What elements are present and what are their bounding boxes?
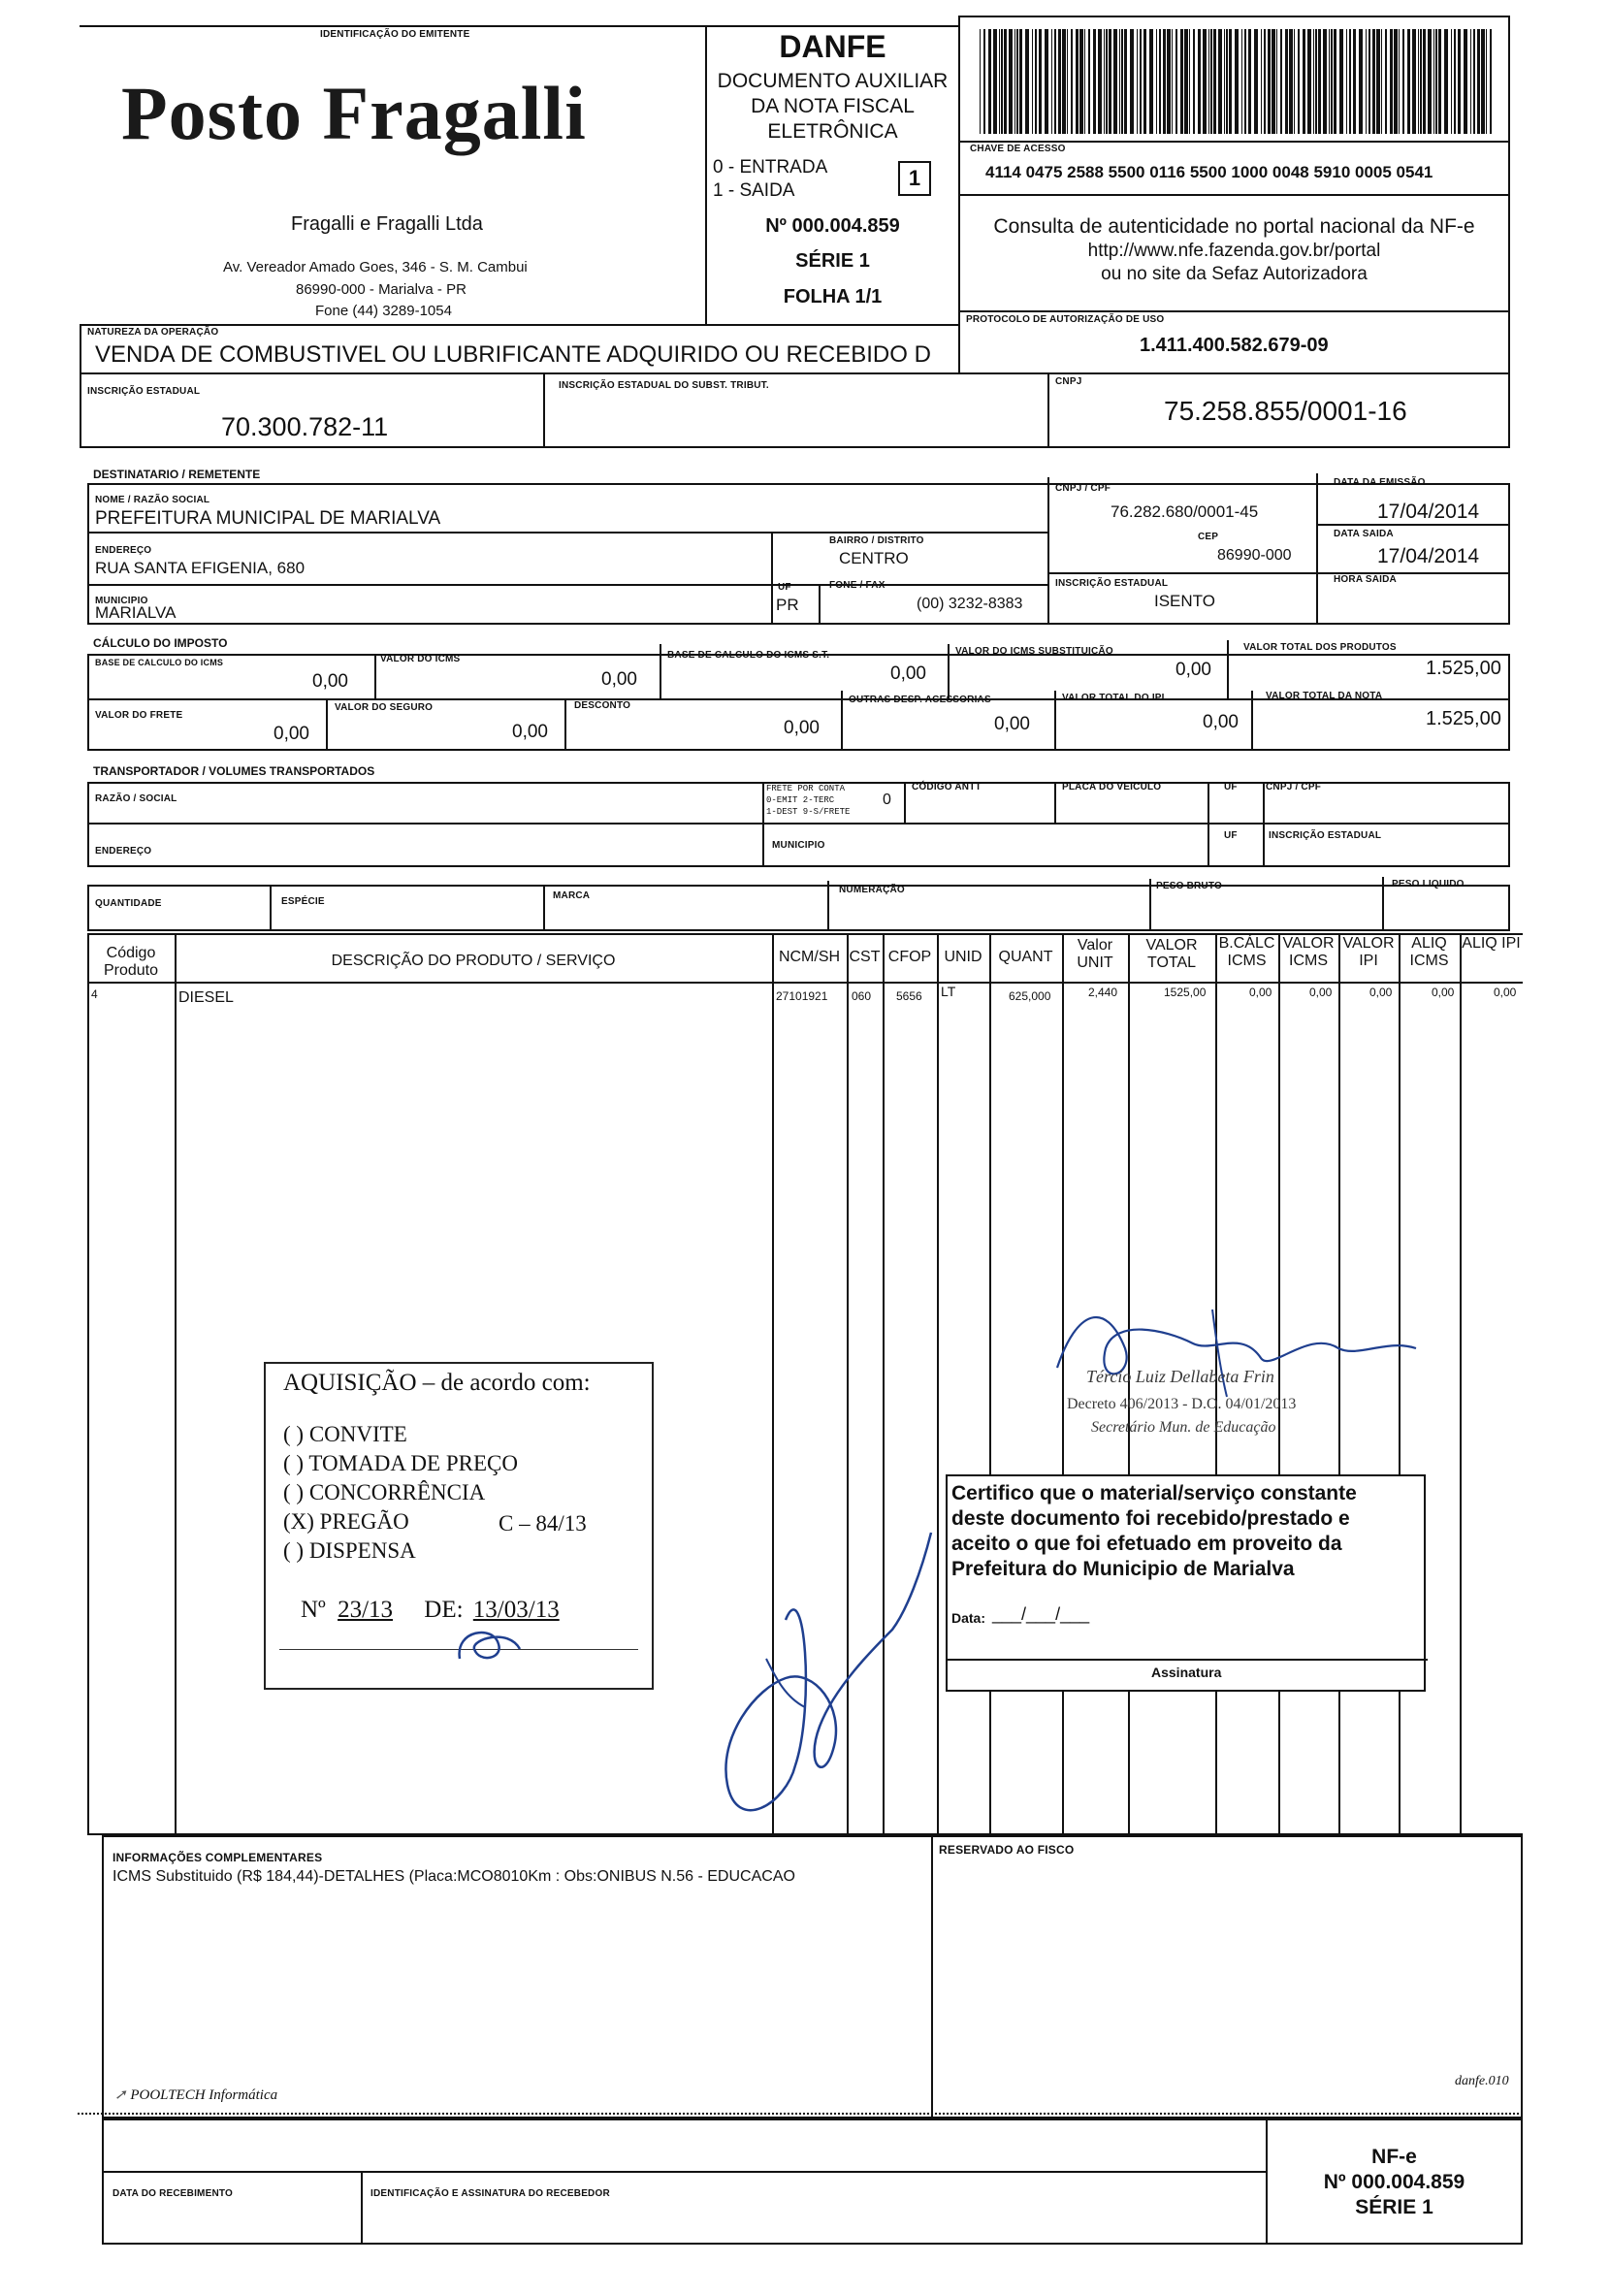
th-descricao: DESCRIÇÃO DO PRODUTO / SERVIÇO (331, 953, 616, 969)
transp-endereco-label: ENDEREÇO (95, 846, 152, 857)
stamp-cert-data-label: Data: (951, 1610, 986, 1626)
total-nota: 1.525,00 (1426, 708, 1501, 729)
pooltech-logo-icon: ➚ (114, 2087, 127, 2103)
th-vicms: VALOR ICMS (1282, 935, 1335, 969)
stamp-certifico (946, 1474, 1426, 1692)
frete-label: VALOR DO FRETE (95, 710, 183, 721)
total-prod: 1.525,00 (1426, 658, 1501, 679)
stamp-cert-l3: aceito o que foi efetuado em proveito da (951, 1533, 1342, 1555)
qtd-label: QUANTIDADE (95, 898, 162, 909)
dest-cep: 86990-000 (1217, 547, 1292, 564)
dest-cep-label: CEP (1198, 532, 1219, 542)
cnpj-value: 75.258.855/0001-16 (1164, 396, 1407, 426)
stamp-aq-data-prefix: DE: (424, 1597, 464, 1623)
footer-pooltech (114, 2086, 277, 2104)
bc-icms: 0,00 (312, 671, 348, 692)
transp-frete-l1: FRETE POR CONTA (766, 784, 846, 793)
stamp-cert-data-slashes: ___/___/___ (992, 1604, 1090, 1624)
icms-label: VALOR DO ICMS (380, 654, 461, 664)
dest-ie: ISENTO (1154, 592, 1215, 610)
seguro-label: VALOR DO SEGURO (335, 702, 434, 713)
stamp-aq-num-prefix: Nº (301, 1597, 326, 1623)
danfe-subtitle1: DOCUMENTO AUXILIAR (717, 70, 949, 92)
iest-label: INSCRIÇÃO ESTADUAL DO SUBST. TRIBUT. (559, 380, 769, 391)
danfe-subtitle3: ELETRÔNICA (767, 120, 898, 143)
dest-ie-label: INSCRIÇÃO ESTADUAL (1055, 578, 1169, 589)
signature-secretario (1018, 1290, 1426, 1474)
stamp-aq-opt3: ( ) CONCORRÊNCIA (283, 1480, 486, 1504)
marca-label: MARCA (553, 890, 591, 901)
destinatario-section: DESTINATARIO / REMETENTE (93, 468, 261, 481)
frete: 0,00 (274, 724, 309, 744)
pooltech-text: POOLTECH Informática (130, 2087, 278, 2103)
th-unid: UNID (944, 949, 982, 965)
footer-cut-line (78, 2113, 1523, 2115)
chave-label: CHAVE DE ACESSO (970, 144, 1066, 154)
cell-cst: 060 (852, 989, 872, 1003)
imposto-section: CÁLCULO DO IMPOSTO (93, 636, 228, 650)
emitente-label: IDENTIFICAÇÃO DO EMITENTE (320, 29, 470, 40)
transp-frete-val: 0 (883, 792, 891, 808)
cell-descricao: DIESEL (178, 989, 234, 1006)
th-aliqipi: ALIQ IPI (1462, 935, 1521, 952)
chave-value: 4114 0475 2588 5500 0116 5500 1000 0048 5910 0005 0541 (985, 163, 1433, 181)
transp-antt-label: CÓDIGO ANTT (912, 782, 982, 792)
data-recebimento-label: DATA DO RECEBIMENTO (113, 2188, 233, 2199)
svg-text:Secretário Mun. de Educação: Secretário Mun. de Educação (1091, 1419, 1276, 1436)
ipi-label: VALOR TOTAL DO IPI (1062, 693, 1165, 703)
th-vunit: Valor UNIT (1077, 937, 1113, 971)
protocolo-label: PROTOCOLO DE AUTORIZAÇÃO DE USO (966, 314, 1165, 325)
stamp-aq-opt2: ( ) TOMADA DE PREÇO (283, 1451, 518, 1475)
volumes-box (87, 885, 1510, 931)
especie-label: ESPÉCIE (281, 896, 325, 907)
dest-bairro: CENTRO (839, 549, 909, 567)
natureza-label: NATUREZA DA OPERAÇÃO (87, 327, 219, 338)
footer-nfe-serie: SÉRIE 1 (1355, 2196, 1433, 2218)
info-text: ICMS Substituido (R$ 184,44)-DETALHES (Placa:MCO8010Km : Obs:ONIBUS N.56 - EDUCACAO (113, 1868, 795, 1885)
cell-aliqipi: 0,00 (1494, 986, 1517, 999)
dest-cnpj: 76.282.680/0001-45 (1111, 502, 1259, 521)
th-codigo: Código Produto (103, 945, 159, 979)
footer-danfe-ref: danfe.010 (1455, 2074, 1509, 2088)
transp-razao-label: RAZÃO / SOCIAL (95, 793, 177, 804)
danfe-numero: Nº 000.004.859 (765, 215, 900, 237)
danfe-title: DANFE (779, 29, 886, 64)
danfe-tipo: 1 (908, 166, 921, 190)
dest-emissao: 17/04/2014 (1377, 501, 1480, 523)
svg-text:Tércio Luiz Dellabeta Frin: Tércio Luiz Dellabeta Frin (1086, 1367, 1274, 1386)
emitente-company: Fragalli e Fragalli Ltda (291, 213, 483, 235)
desconto: 0,00 (784, 718, 820, 738)
stamp-aq-data: 13/03/13 (472, 1597, 560, 1623)
th-vipi: VALOR IPI (1342, 935, 1395, 969)
th-cfop: CFOP (887, 949, 932, 965)
svg-text:Decreto 406/2013 - D.O. 04/01/: Decreto 406/2013 - D.O. 04/01/2013 (1067, 1396, 1297, 1412)
stamp-aquisicao (264, 1362, 654, 1690)
cell-vipi: 0,00 (1369, 986, 1393, 999)
chave-consulta2: http://www.nfe.fazenda.gov.br/portal (1087, 241, 1381, 261)
th-quant: QUANT (998, 949, 1053, 965)
stamp-aq-title: AQUISIÇÃO – de acordo com: (283, 1370, 591, 1396)
transp-frete-l3: 1-DEST 9-S/FRETE (766, 807, 851, 817)
emitente-city: 86990-000 - Marialva - PR (296, 281, 467, 298)
cell-vicms: 0,00 (1309, 986, 1333, 999)
desconto-label: DESCONTO (574, 700, 631, 711)
emitente-phone: Fone (44) 3289-1054 (315, 303, 452, 319)
cell-vtotal: 1525,00 (1164, 986, 1207, 999)
transp-placa-label: PLACA DO VEICULO (1062, 782, 1162, 792)
transp-municipio-label: MUNICIPIO (772, 840, 825, 851)
stamp-aq-opt1: ( ) CONVITE (283, 1422, 407, 1446)
dest-uf: PR (776, 596, 799, 614)
footer-nfe-num: Nº 000.004.859 (1323, 2171, 1465, 2193)
th-aliqicms: ALIQ ICMS (1409, 935, 1449, 969)
stamp-cert-l4: Prefeitura do Municipio de Marialva (951, 1558, 1295, 1580)
danfe-tipo-box (898, 161, 931, 196)
dest-bairro-label: BAIRRO / DISTRITO (829, 535, 924, 546)
bc-icms-label: BASE DE CALCULO DO ICMS (95, 658, 224, 667)
ie-value: 70.300.782-11 (221, 412, 389, 441)
cell-quant: 625,000 (1009, 989, 1051, 1003)
dest-nome: PREFEITURA MUNICIPAL DE MARIALVA (95, 508, 441, 529)
stamp-aq-opt5: ( ) DISPENSA (283, 1538, 416, 1563)
bc-st: 0,00 (890, 663, 926, 684)
fisco-label: RESERVADO AO FISCO (939, 1843, 1075, 1857)
dest-endereco: RUA SANTA EFIGENIA, 680 (95, 559, 306, 577)
dest-emissao-label: DATA DA EMISSÃO (1334, 477, 1426, 488)
th-bcicms: B.CÁLC ICMS (1218, 935, 1275, 969)
icms: 0,00 (601, 669, 637, 690)
cell-vunit: 2,440 (1088, 986, 1118, 999)
transp-uf2-label: UF (1224, 830, 1238, 841)
outras-label: OUTRAS DESP. ACESSORIAS (849, 695, 991, 705)
ipi: 0,00 (1203, 712, 1239, 732)
dest-fone: (00) 3232-8383 (917, 596, 1023, 612)
dest-municipio: MARIALVA (95, 603, 177, 622)
transportador-section: TRANSPORTADOR / VOLUMES TRANSPORTADOS (93, 764, 375, 778)
bc-st-label: BASE DE CALCULO DO ICMS S.T. (667, 650, 830, 661)
numeracao-label: NUMERAÇÃO (839, 885, 905, 895)
stamp-aq-initials (450, 1620, 528, 1668)
cell-aliqicms: 0,00 (1432, 986, 1455, 999)
chave-consulta3: ou no site da Sefaz Autorizadora (1101, 264, 1368, 284)
danfe-subtitle2: DA NOTA FISCAL (751, 95, 915, 117)
dest-saida: 17/04/2014 (1377, 545, 1480, 567)
footer-nfe: NF-e (1371, 2146, 1417, 2168)
emitente-logo: Posto Fragalli (121, 71, 587, 155)
dest-fone-label: FONE / FAX (829, 580, 886, 591)
danfe-entrada: 0 - ENTRADA (713, 157, 828, 178)
dest-nome-label: NOME / RAZÃO SOCIAL (95, 495, 210, 505)
cell-ncm: 27101921 (776, 989, 828, 1003)
natureza-value: VENDA DE COMBUSTIVEL OU LUBRIFICANTE ADQUIRIDO OU RECEBIDO D (95, 341, 931, 368)
total-nota-label: VALOR TOTAL DA NOTA (1266, 691, 1383, 701)
cell-bcicms: 0,00 (1249, 986, 1272, 999)
dest-cnpj-label: CNPJ / CPF (1055, 483, 1111, 494)
chave-consulta1: Consulta de autenticidade no portal nacional da NF-e (993, 215, 1475, 238)
th-vtotal: VALOR TOTAL (1145, 937, 1198, 971)
stamp-cert-l1: Certifico que o material/serviço constante (951, 1482, 1357, 1504)
transp-cnpj-label: CNPJ / CPF (1266, 782, 1322, 792)
transp-ie-label: INSCRIÇÃO ESTADUAL (1269, 830, 1382, 841)
protocolo-value: 1.411.400.582.679-09 (1140, 335, 1329, 356)
total-prod-label: VALOR TOTAL DOS PRODUTOS (1243, 642, 1397, 653)
dest-endereco-label: ENDEREÇO (95, 545, 152, 556)
ie-label: INSCRIÇÃO ESTADUAL (87, 386, 201, 397)
th-ncm: NCM/SH (778, 949, 841, 965)
stamp-aq-num: 23/13 (338, 1597, 394, 1623)
barcode-image (980, 29, 1494, 136)
dest-municipio-label: MUNICIPIO (95, 596, 148, 606)
transp-frete-l2: 0-EMIT 2-TERC (766, 795, 835, 805)
seguro: 0,00 (512, 722, 548, 742)
th-cst: CST (849, 949, 881, 965)
dest-uf-label: UF (778, 582, 791, 593)
danfe-folha: FOLHA 1/1 (783, 286, 883, 307)
stamp-aq-opt4-ref: C – 84/13 (499, 1511, 587, 1536)
dest-saida-label: DATA SAIDA (1334, 529, 1394, 539)
ident-recebedor-label: IDENTIFICAÇÃO E ASSINATURA DO RECEBEDOR (370, 2188, 610, 2199)
danfe-saida: 1 - SAIDA (713, 180, 795, 201)
info-label: INFORMAÇÕES COMPLEMENTARES (113, 1851, 323, 1864)
cell-unid: LT (941, 984, 956, 999)
cell-cfop: 5656 (896, 989, 922, 1003)
cell-codigo: 4 (91, 987, 98, 1001)
peso-bruto-label: PESO BRUTO (1156, 881, 1222, 891)
danfe-serie: SÉRIE 1 (795, 250, 870, 272)
stamp-aq-opt4: (X) PREGÃO (283, 1509, 409, 1534)
peso-liquido-label: PESO LIQUIDO (1392, 879, 1465, 889)
dest-hora-label: HORA SAIDA (1334, 574, 1397, 585)
signature-recebedor (698, 1513, 950, 1843)
cnpj-label: CNPJ (1055, 376, 1082, 387)
stamp-cert-l2: deste documento foi recebido/prestado e (951, 1507, 1350, 1530)
stamp-cert-assinatura: Assinatura (1151, 1665, 1222, 1680)
transp-uf-label: UF (1224, 782, 1238, 792)
outras: 0,00 (994, 714, 1030, 734)
emitente-address: Av. Vereador Amado Goes, 346 - S. M. Cambui (223, 259, 528, 275)
icms-st-label: VALOR DO ICMS SUBSTITUIÇÃO (955, 646, 1113, 657)
icms-st: 0,00 (1175, 660, 1211, 680)
